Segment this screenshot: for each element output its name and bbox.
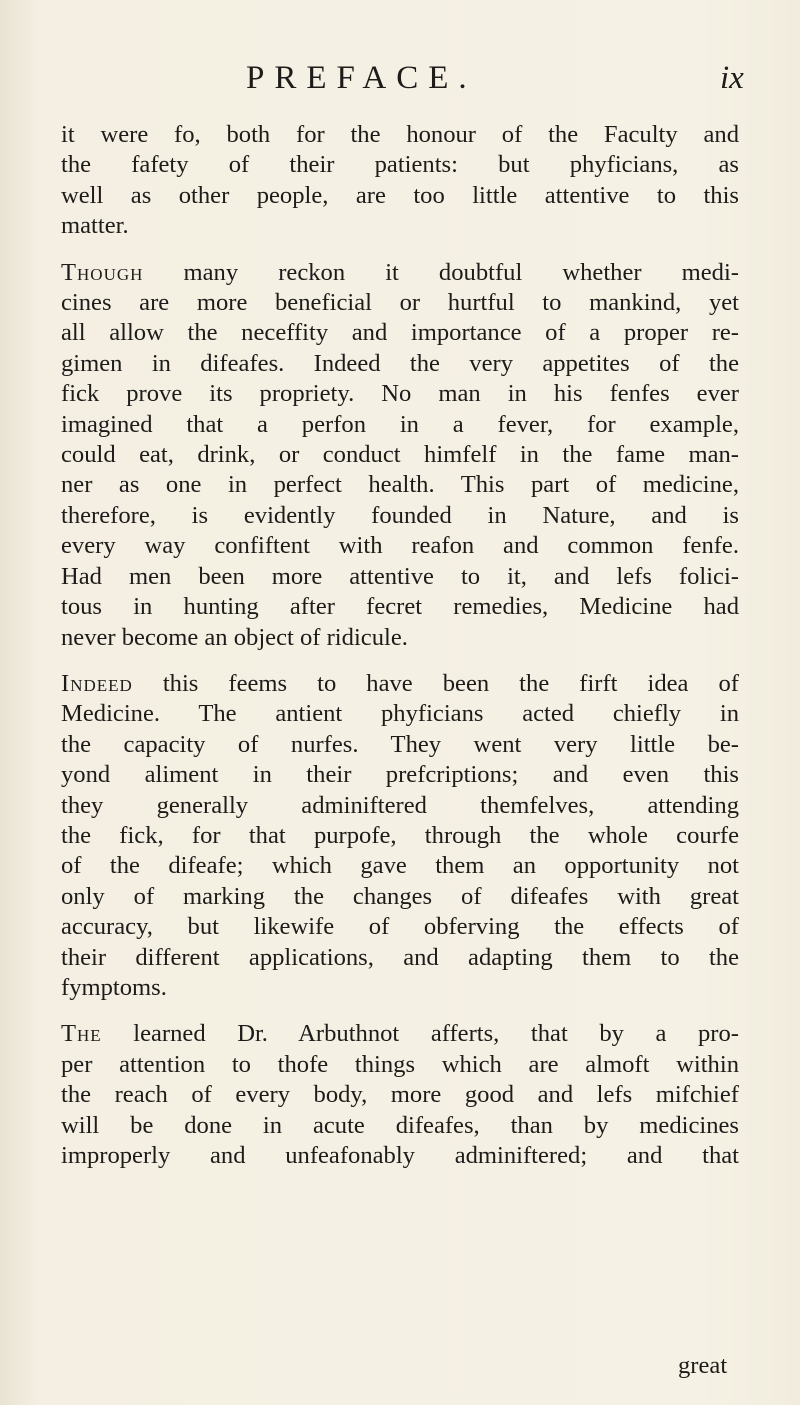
page-number: ix bbox=[720, 60, 744, 96]
text-fragment: this feems to have been the firft idea of bbox=[132, 669, 739, 697]
text-line: the fafety of their patients: but phyficians, as bbox=[61, 151, 739, 179]
text-line: gimen in difeafes. Indeed the very appetites of the bbox=[61, 349, 739, 377]
text-line: every way confiftent with reafon and common fenfe. bbox=[61, 532, 739, 560]
paragraph-lead-word: Though bbox=[61, 258, 144, 286]
text-line: yond aliment in their prefcriptions; and even this bbox=[61, 761, 739, 789]
text-line: could eat, drink, or conduct himfelf in the fame man- bbox=[61, 441, 739, 469]
text-line: they generally adminiftered themfelves, attending bbox=[61, 791, 739, 819]
text-line: matter. bbox=[61, 212, 129, 240]
text-fragment: many reckon it doubtful whether medi- bbox=[143, 258, 739, 286]
paragraph-lead-word: The bbox=[61, 1020, 102, 1048]
text-line bbox=[61, 669, 739, 699]
body-text bbox=[61, 120, 739, 1187]
text-line: the capacity of nurfes. They went very little be- bbox=[61, 730, 739, 758]
text-line: cines are more beneficial or hurtful to mankind, yet bbox=[61, 289, 739, 317]
text-line: imagined that a perfon in a fever, for example, bbox=[61, 410, 739, 438]
text-line: well as other people, are too little attentive to this bbox=[61, 181, 739, 209]
paragraph-2 bbox=[61, 258, 739, 653]
paragraph-4 bbox=[61, 1019, 739, 1171]
paragraph-3 bbox=[61, 669, 739, 1003]
text-fragment: learned Dr. Arbuthnot afferts, that by a pro- bbox=[101, 1020, 739, 1048]
running-title: PREFACE. bbox=[246, 60, 477, 96]
text-line: ner as one in perfect health. This part of medicine, bbox=[61, 471, 739, 499]
text-line: therefore, is evidently founded in Nature, and is bbox=[61, 501, 739, 529]
paragraph-lead-word: Indeed bbox=[61, 669, 133, 697]
text-line: per attention to thofe things which are almoft within bbox=[61, 1050, 739, 1078]
text-line bbox=[61, 1019, 739, 1049]
text-line: Medicine. The antient phyficians acted chiefly in bbox=[61, 700, 739, 728]
text-line: improperly and unfeafonably adminiftered; and that bbox=[61, 1142, 739, 1169]
running-head bbox=[0, 60, 800, 110]
text-line: accuracy, but likewife of obferving the effects of bbox=[61, 913, 739, 941]
text-line: of the difeafe; which gave them an opportunity not bbox=[61, 852, 739, 880]
catchword: great bbox=[678, 1352, 728, 1379]
text-line: their different applications, and adapting them to the bbox=[61, 943, 739, 971]
paragraph-1 bbox=[61, 120, 739, 242]
text-line: never become an object of ridicule. bbox=[61, 623, 408, 651]
text-line: all allow the neceffity and importance of a proper re- bbox=[61, 319, 739, 347]
text-line: tous in hunting after fecret remedies, Medicine had bbox=[61, 593, 739, 621]
text-line: only of marking the changes of difeafes with great bbox=[61, 882, 739, 910]
text-line: will be done in acute difeafes, than by medicines bbox=[61, 1111, 739, 1139]
text-line: Had men been more attentive to it, and lefs folici- bbox=[61, 562, 739, 590]
text-line bbox=[61, 258, 739, 288]
text-line: the fick, for that purpofe, through the whole courfe bbox=[61, 821, 739, 849]
text-line: fymptoms. bbox=[61, 973, 167, 1001]
text-line: the reach of every body, more good and lefs mifchief bbox=[61, 1081, 739, 1109]
text-line: fick prove its propriety. No man in his fenfes ever bbox=[61, 380, 739, 408]
text-line: it were fo, both for the honour of the Faculty and bbox=[61, 121, 739, 148]
